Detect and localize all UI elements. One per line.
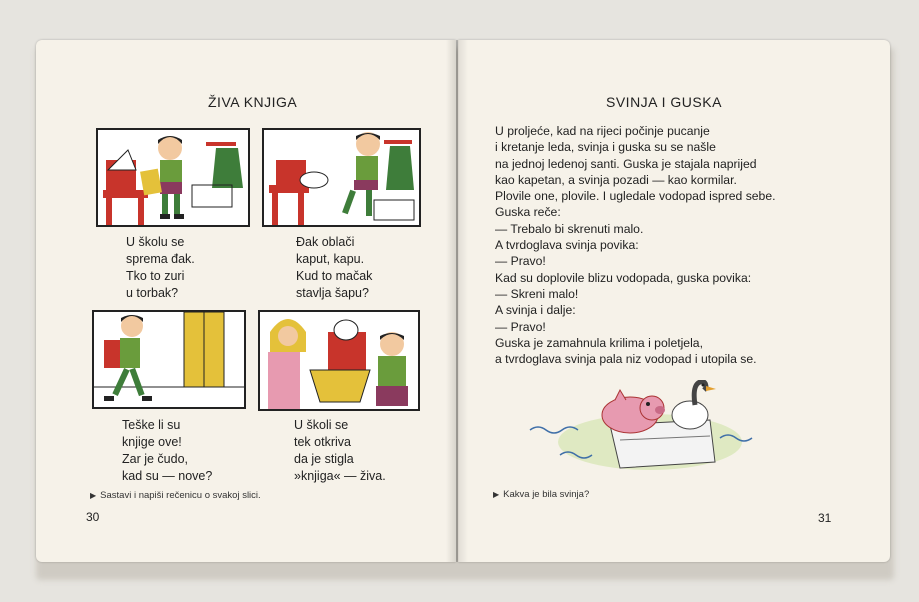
- poem-line: Zar je čudo,: [122, 452, 189, 466]
- poem-line: tek otkriva: [294, 435, 351, 449]
- poem-3: [122, 417, 212, 485]
- story-line: — Trebalo bi skrenuti malo.: [495, 221, 644, 236]
- right-task-text: Kakva je bila svinja?: [503, 489, 590, 500]
- story-line: — Pravo!: [495, 254, 546, 269]
- story-line: A tvrdoglava svinja povika:: [495, 238, 639, 253]
- poem-line: Tko to zuri: [126, 269, 185, 283]
- triangle-right-icon: ▶: [493, 490, 500, 499]
- poem-line: U školi se: [294, 418, 349, 432]
- poem-line: »knjiga« — živa.: [294, 469, 386, 483]
- story-line: A svinja i dalje:: [495, 303, 576, 318]
- poem-line: sprema đak.: [126, 252, 195, 266]
- poem-line: stavlja šapu?: [296, 286, 369, 300]
- left-page-number: 30: [86, 510, 100, 524]
- right-task-note: [493, 489, 589, 500]
- poem-line: u torbak?: [126, 286, 179, 300]
- story-line: — Pravo!: [495, 319, 546, 334]
- left-page: [36, 40, 456, 562]
- poem-line: Teške li su: [122, 418, 181, 432]
- story-line: Plovile one, plovile. I ugledale vodopad ispred sebe.: [495, 189, 776, 204]
- story-line: kao kapetan, a svinja pozadi — kao kormilar.: [495, 172, 737, 187]
- story-line: Guska reče:: [495, 205, 561, 220]
- right-page-number: 31: [818, 511, 832, 525]
- poem-1: [126, 234, 195, 302]
- story-text: [495, 123, 776, 367]
- story-line: U proljeće, kad na rijeci počinje pucanje: [495, 124, 710, 138]
- story-line: i kretanje leda, svinja i guska su se našle: [495, 140, 716, 155]
- poem-line: knjige ove!: [122, 435, 182, 449]
- poem-line: kad su — nove?: [122, 469, 213, 483]
- story-line: — Skreni malo!: [495, 286, 579, 301]
- book-spine: [446, 40, 468, 562]
- poem-line: kaput, kapu.: [296, 252, 365, 266]
- illustration-pig-goose-ice: [520, 380, 770, 480]
- left-task-text: Sastavi i napiši rečenicu o svakoj slici.: [100, 490, 261, 501]
- illustration-boy-packing: [96, 128, 250, 227]
- triangle-right-icon: ▶: [90, 491, 97, 500]
- right-page-title: SVINJA I GUSKA: [606, 94, 722, 110]
- poem-line: Đak oblači: [296, 235, 355, 249]
- poem-line: U školu se: [126, 235, 185, 249]
- poem-line: Kud to mačak: [296, 269, 373, 283]
- story-line: na jednoj ledenoj santi. Guska je stajala naprijed: [495, 156, 757, 171]
- left-task-note: [90, 490, 261, 501]
- story-line: Guska je zamahnula krilima i poletjela,: [495, 335, 703, 350]
- illustration-boy-coat-cat: [262, 128, 421, 227]
- illustration-teacher-cat: [258, 310, 420, 411]
- story-line: Kad su doplovile blizu vodopada, guska povika:: [495, 270, 752, 285]
- poem-2: [296, 234, 372, 302]
- poem-4: [294, 417, 386, 485]
- poem-line: da je stigla: [294, 452, 354, 466]
- illustration-boy-walking: [92, 310, 246, 409]
- left-page-title: ŽIVA KNJIGA: [208, 94, 298, 110]
- story-line: a tvrdoglava svinja pala niz vodopad i utopila se.: [495, 352, 757, 367]
